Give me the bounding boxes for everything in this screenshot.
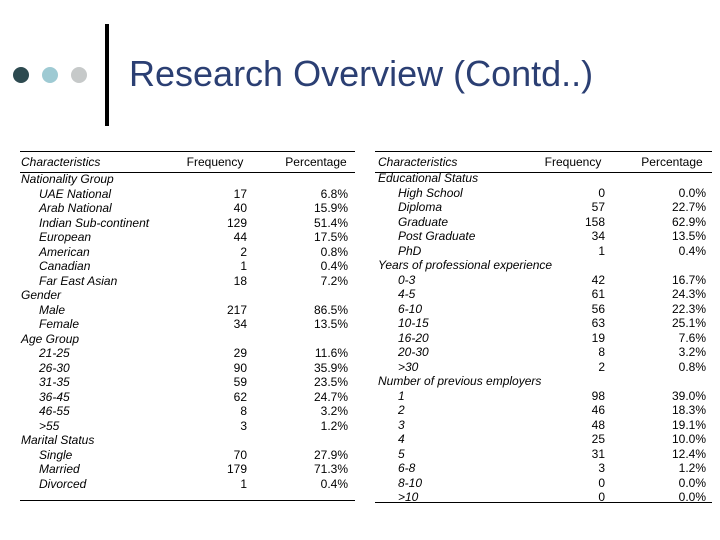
row-percentage: 17.5% <box>313 230 348 244</box>
row-name: Arab National <box>39 201 112 215</box>
row-percentage: 0.0% <box>678 185 706 200</box>
row-name: 31-35 <box>39 375 70 389</box>
row-frequency: 17 <box>233 186 247 201</box>
row-percentage: 1.2% <box>320 418 348 433</box>
row-name: Far East Asian <box>39 273 118 288</box>
left-header-characteristics: Characteristics <box>21 155 101 169</box>
row-frequency: 42 <box>591 272 605 287</box>
group-label: Age Group <box>21 331 80 346</box>
title-divider <box>105 24 109 126</box>
row-name: European <box>39 230 92 244</box>
row-frequency: 40 <box>233 201 247 215</box>
row-name: 16-20 <box>398 330 429 345</box>
row-name: American <box>39 244 90 259</box>
row-percentage: 27.9% <box>313 447 348 462</box>
row-percentage: 15.9% <box>313 201 348 215</box>
row-frequency: 179 <box>226 462 247 476</box>
row-percentage: 19.1% <box>671 417 706 432</box>
group-label: Educational Status <box>378 171 479 185</box>
row-name: UAE National <box>39 186 112 201</box>
row-frequency: 0 <box>598 490 605 504</box>
row-frequency: 18 <box>233 273 247 288</box>
row-percentage: 71.3% <box>313 462 348 476</box>
row-frequency: 129 <box>226 215 247 230</box>
row-frequency: 59 <box>233 375 247 389</box>
row-frequency: 0 <box>598 185 605 200</box>
row-name: 46-55 <box>39 404 70 418</box>
row-percentage: 13.5% <box>313 317 348 331</box>
row-name: Male <box>39 302 66 317</box>
row-name: Diploma <box>398 200 443 214</box>
row-percentage: 18.3% <box>671 403 706 417</box>
row-name: 8-10 <box>398 475 423 490</box>
row-percentage: 22.7% <box>671 200 706 214</box>
row-name: 4 <box>398 432 405 446</box>
row-frequency: 31 <box>591 446 605 461</box>
row-frequency: 46 <box>591 403 605 417</box>
row-name: 3 <box>398 417 405 432</box>
left-header-percentage: Percentage <box>285 155 347 169</box>
row-frequency: 2 <box>240 244 247 259</box>
row-frequency: 3 <box>598 461 605 475</box>
row-name: Female <box>39 317 80 331</box>
row-frequency: 63 <box>591 316 605 330</box>
row-name: 5 <box>398 446 405 461</box>
row-frequency: 61 <box>591 287 605 301</box>
row-percentage: 1.2% <box>678 461 706 475</box>
row-percentage: 6.8% <box>320 186 348 201</box>
row-percentage: 24.7% <box>313 389 348 404</box>
left-table-top-rule <box>20 151 355 152</box>
row-frequency: 217 <box>226 302 247 317</box>
row-frequency: 8 <box>598 345 605 359</box>
row-percentage: 35.9% <box>313 360 348 375</box>
row-percentage: 3.2% <box>678 345 706 359</box>
row-name: Married <box>39 462 80 476</box>
row-frequency: 3 <box>240 418 247 433</box>
row-name: PhD <box>398 243 422 258</box>
row-frequency: 8 <box>240 404 247 418</box>
row-percentage: 0.8% <box>320 244 348 259</box>
group-label: Gender <box>21 288 62 302</box>
row-percentage: 22.3% <box>671 301 706 316</box>
row-percentage: 23.5% <box>313 375 348 389</box>
row-percentage: 51.4% <box>313 215 348 230</box>
row-percentage: 0.4% <box>678 243 706 258</box>
row-name: 6-10 <box>398 301 423 316</box>
row-name: 4-5 <box>398 287 416 301</box>
page-title: Research Overview (Contd..) <box>129 53 594 94</box>
gray-dot <box>71 67 87 83</box>
row-name: 0-3 <box>398 272 416 287</box>
row-frequency: 70 <box>233 447 247 462</box>
row-name: High School <box>398 185 463 200</box>
row-frequency: 56 <box>591 301 605 316</box>
row-frequency: 19 <box>591 330 605 345</box>
row-frequency: 34 <box>591 229 605 243</box>
row-name: 36-45 <box>39 389 70 404</box>
row-name: >55 <box>39 418 60 433</box>
right-table-top-rule <box>375 151 712 152</box>
row-percentage: 25.1% <box>671 316 706 330</box>
row-percentage: 0.4% <box>320 476 348 491</box>
row-frequency: 158 <box>584 214 605 229</box>
row-percentage: 3.2% <box>320 404 348 418</box>
row-percentage: 39.0% <box>671 388 706 403</box>
right-header-frequency: Frequency <box>544 155 602 169</box>
row-frequency: 25 <box>591 432 605 446</box>
row-name: >10 <box>398 490 419 504</box>
row-name: 21-25 <box>39 346 70 360</box>
row-frequency: 44 <box>233 230 247 244</box>
row-percentage: 0.8% <box>678 359 706 374</box>
right-header-percentage: Percentage <box>641 155 703 169</box>
dark-dot <box>13 67 29 83</box>
row-percentage: 24.3% <box>671 287 706 301</box>
row-frequency: 57 <box>591 200 605 214</box>
row-name: Single <box>39 447 73 462</box>
row-percentage: 0.4% <box>320 259 348 273</box>
row-name: Divorced <box>39 476 87 491</box>
row-percentage: 86.5% <box>313 302 348 317</box>
group-label: Nationality Group <box>21 172 114 186</box>
row-frequency: 62 <box>233 389 247 404</box>
row-frequency: 1 <box>240 259 247 273</box>
row-frequency: 48 <box>591 417 605 432</box>
row-name: 20-30 <box>398 345 429 359</box>
row-frequency: 1 <box>598 243 605 258</box>
row-frequency: 2 <box>598 359 605 374</box>
row-frequency: 90 <box>233 360 247 375</box>
row-frequency: 0 <box>598 475 605 490</box>
row-percentage: 0.0% <box>678 475 706 490</box>
row-name: Indian Sub-continent <box>39 215 150 230</box>
light-blue-dot <box>42 67 58 83</box>
group-label: Number of previous employers <box>378 374 542 388</box>
row-name: >30 <box>398 359 419 374</box>
right-header-characteristics: Characteristics <box>378 155 458 169</box>
row-percentage: 7.2% <box>320 273 348 288</box>
row-percentage: 11.6% <box>314 346 348 360</box>
row-name: Graduate <box>398 214 449 229</box>
row-frequency: 34 <box>233 317 247 331</box>
row-name: Canadian <box>39 259 91 273</box>
row-name: 26-30 <box>39 360 70 375</box>
row-name: 2 <box>398 403 405 417</box>
row-percentage: 0.0% <box>678 490 706 504</box>
row-percentage: 10.0% <box>671 432 706 446</box>
row-frequency: 1 <box>240 476 247 491</box>
left-table-bottom-rule <box>20 500 355 501</box>
row-name: 10-15 <box>398 316 429 330</box>
row-percentage: 16.7% <box>671 272 706 287</box>
row-name: 1 <box>398 388 405 403</box>
row-percentage: 13.5% <box>671 229 706 243</box>
group-label: Marital Status <box>21 433 95 447</box>
row-frequency: 98 <box>591 388 605 403</box>
left-header-frequency: Frequency <box>186 155 244 169</box>
row-name: Post Graduate <box>398 229 476 243</box>
row-name: 6-8 <box>398 461 416 475</box>
row-percentage: 12.4% <box>671 446 706 461</box>
group-label: Years of professional experience <box>378 258 553 272</box>
row-percentage: 7.6% <box>678 330 706 345</box>
row-frequency: 29 <box>233 346 247 360</box>
row-percentage: 62.9% <box>671 214 706 229</box>
